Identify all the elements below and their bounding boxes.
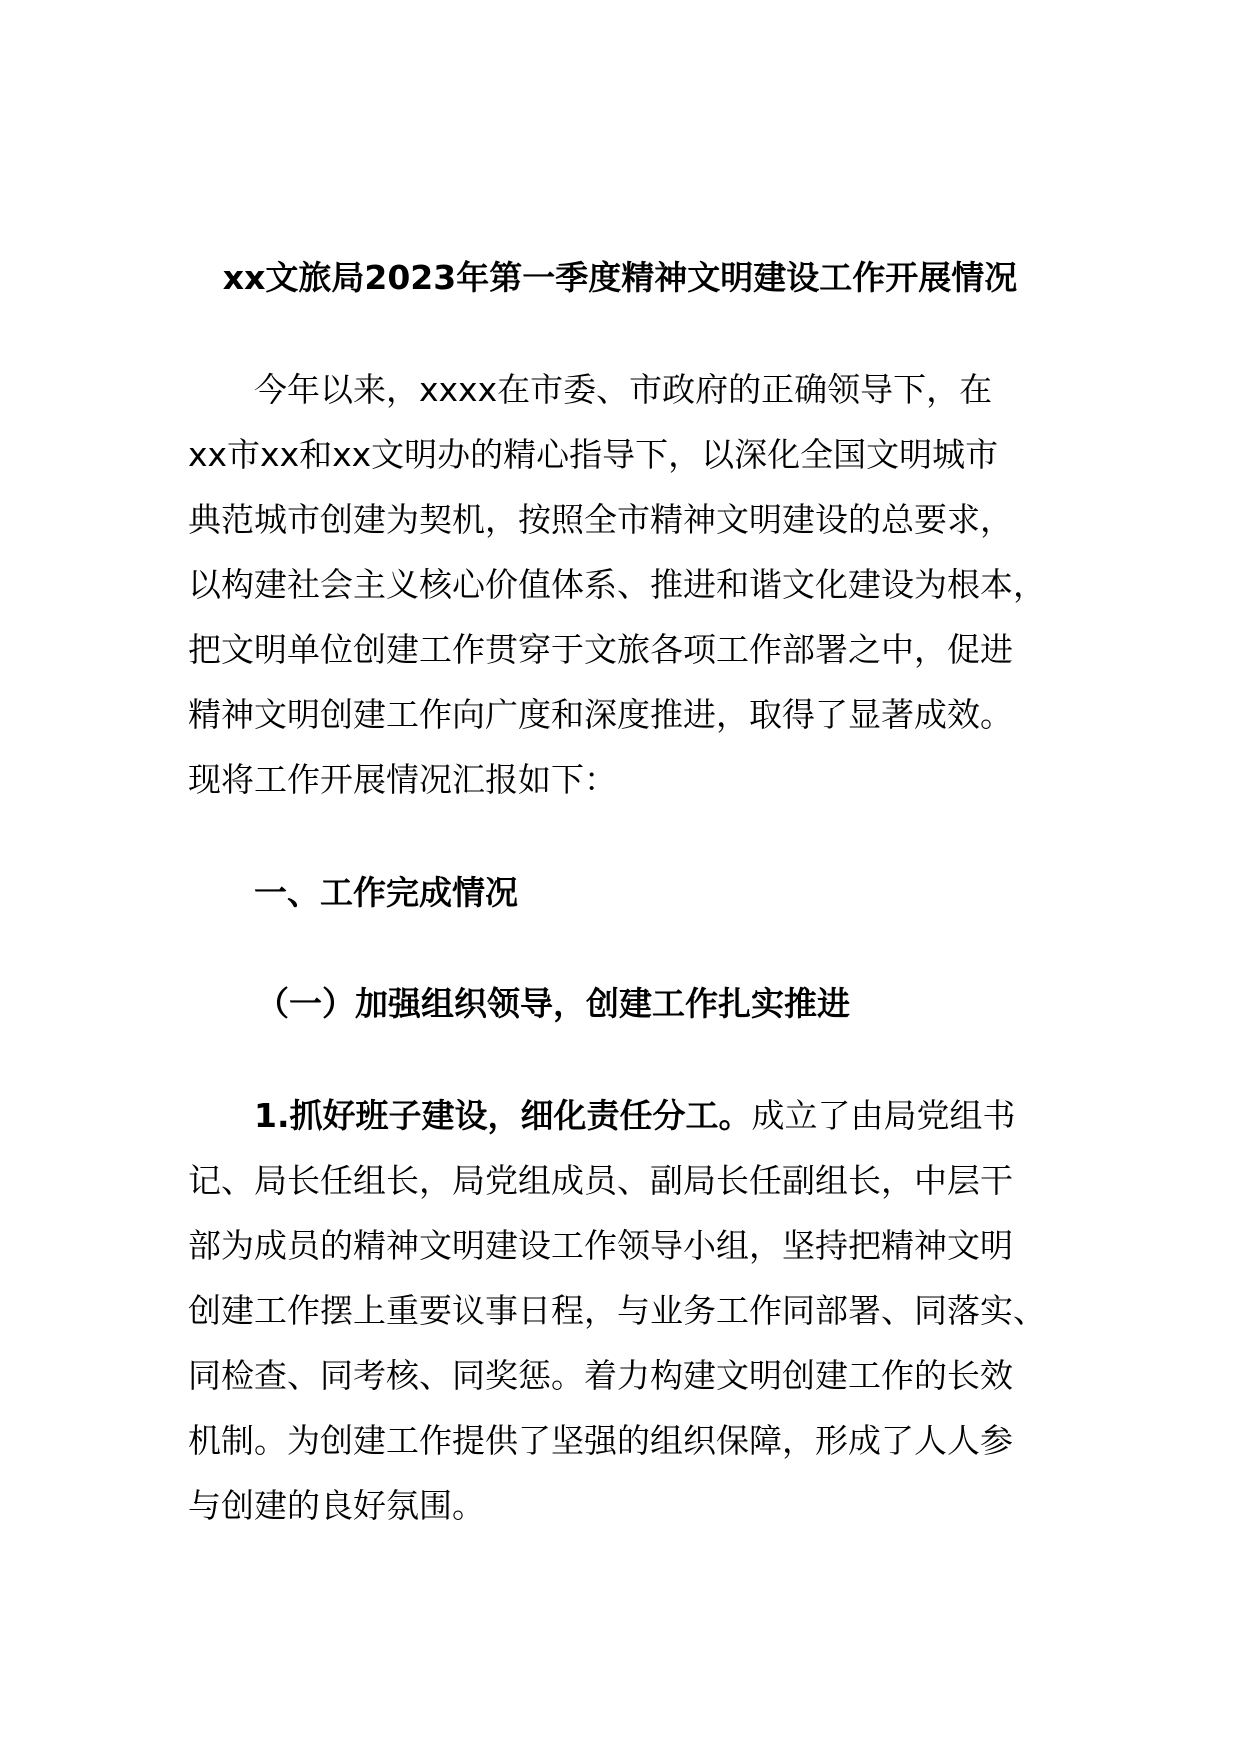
- section-heading: 一、工作完成情况: [254, 873, 518, 912]
- item-1-line-1: [254, 1090, 1016, 1142]
- intro-line-1: 今年以来，xxxx在市委、市政府的正确领导下，在: [254, 370, 993, 409]
- intro-line-4: 以构建社会主义核心价值体系、推进和谐文化建设为根本，: [188, 565, 1046, 604]
- item-1-line-7: 与创建的良好氛围。: [188, 1486, 485, 1525]
- intro-line-7: 现将工作开展情况汇报如下：: [188, 760, 617, 799]
- item-1-lead: 1.抓好班子建设，细化责任分工。: [254, 1096, 752, 1135]
- item-1-line-6: 机制。为创建工作提供了坚强的组织保障，形成了人人参: [188, 1421, 1013, 1460]
- intro-line-5: 把文明单位创建工作贯穿于文旅各项工作部署之中，促进: [188, 630, 1013, 669]
- intro-line-2: xx市xx和xx文明办的精心指导下，以深化全国文明城市: [188, 435, 999, 474]
- item-1-line-5: 同检查、同考核、同奖惩。着力构建文明创建工作的长效: [188, 1356, 1013, 1395]
- item-1-line-2: 记、局长任组长，局党组成员、副局长任副组长，中层干: [188, 1161, 1013, 1200]
- subsection-heading: （一）加强组织领导，创建工作扎实推进: [256, 984, 850, 1023]
- intro-line-3: 典范城市创建为契机，按照全市精神文明建设的总要求，: [188, 500, 1013, 539]
- item-1-first-line-rest: 成立了由局党组书: [751, 1096, 1016, 1135]
- item-1-line-3: 部为成员的精神文明建设工作领导小组，坚持把精神文明: [188, 1226, 1013, 1265]
- item-1-line-4: 创建工作摆上重要议事日程，与业务工作同部署、同落实、: [188, 1291, 1046, 1330]
- intro-line-6: 精神文明创建工作向广度和深度推进，取得了显著成效。: [188, 695, 1013, 734]
- document-title: xx文旅局2023年第一季度精神文明建设工作开展情况: [222, 258, 1018, 297]
